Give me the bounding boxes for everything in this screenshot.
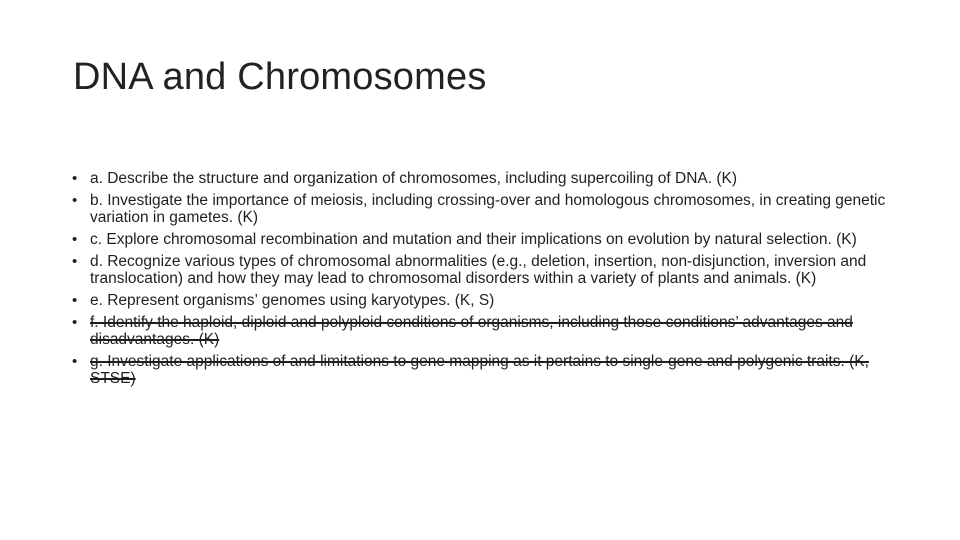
bullet-text: b. Investigate the importance of meiosis, including crossing-over and homologous chromosomes, in creating genetic variation in gametes. (K)	[90, 192, 886, 226]
bullet-text: d. Recognize various types of chromosomal abnormalities (e.g., deletion, insertion, non-disjunction, inversion and translocation) and how they may lead to chromosomal disorders within a variety of plants and animals. (K)	[90, 253, 867, 287]
bullet-item-f	[72, 314, 892, 348]
bullet-item-a	[72, 170, 892, 187]
bullet-item-g	[72, 353, 892, 387]
bullet-dot-icon: •	[72, 192, 78, 209]
bullet-dot-icon: •	[72, 170, 78, 187]
bullet-text: e. Represent organisms’ genomes using karyotypes. (K, S)	[90, 292, 495, 309]
bullet-item-b	[72, 192, 892, 226]
bullet-text: a. Describe the structure and organization of chromosomes, including supercoiling of DNA. (K)	[90, 170, 738, 187]
bullet-dot-icon: •	[72, 353, 78, 370]
bullet-dot-icon: •	[72, 231, 78, 248]
bullet-dot-icon: •	[72, 253, 78, 270]
bullet-item-e	[72, 292, 892, 309]
bullet-list	[72, 170, 892, 392]
bullet-dot-icon: •	[72, 314, 78, 331]
slide-title: DNA and Chromosomes	[73, 56, 487, 98]
bullet-text: c. Explore chromosomal recombination and mutation and their implications on evolution by natural selection. (K)	[90, 231, 857, 248]
bullet-item-d	[72, 253, 892, 287]
bullet-text-struck: g. Investigate applications of and limitations to gene mapping as it pertains to single-gene and polygenic traits. (K, STSE)	[90, 353, 869, 387]
bullet-item-c	[72, 231, 892, 248]
bullet-dot-icon: •	[72, 292, 78, 309]
bullet-text-struck: f. Identify the haploid, diploid and polyploid conditions of organisms, including those conditions’ advantages and disadvantages. (K)	[90, 314, 853, 348]
